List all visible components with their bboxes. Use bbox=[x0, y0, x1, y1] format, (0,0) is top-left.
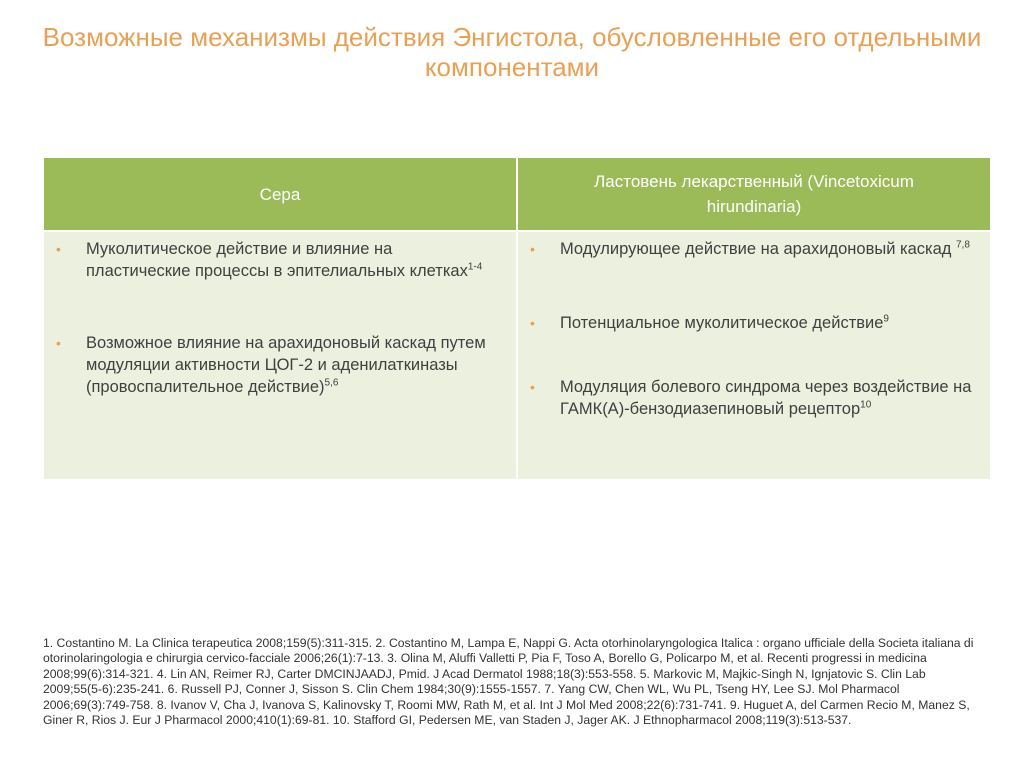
list-item bbox=[44, 238, 516, 308]
list-item bbox=[518, 312, 990, 338]
list-item bbox=[518, 238, 990, 288]
bullet-icon: • bbox=[56, 241, 61, 257]
cell-sulfur-effects bbox=[44, 232, 516, 479]
item-reference: 7,8 bbox=[955, 239, 970, 251]
bullet-icon: • bbox=[530, 379, 535, 395]
slide-title: Возможные механизмы действия Энгистола, обусловленные его отдельными компонентами bbox=[42, 22, 982, 82]
column-divider bbox=[516, 158, 518, 479]
list-item bbox=[518, 376, 990, 446]
item-text: Возможное влияние на арахидоновый каскад путем модуляции активности ЦОГ-2 и аденилаткиназы (провоспалительное действие) bbox=[86, 334, 486, 396]
bullet-icon: • bbox=[530, 315, 535, 331]
list-item bbox=[44, 332, 516, 422]
item-text: Потенциальное муколитическое действие bbox=[560, 314, 884, 332]
comparison-table bbox=[43, 157, 991, 480]
item-text: Модулирующее действие на арахидоновый каскад bbox=[560, 240, 956, 258]
bullet-icon: • bbox=[56, 335, 61, 351]
references-footnote: 1. Costantino M. La Clinica terapeutica 2008;159(5):311-315. 2. Costantino M, Lampa E, Nappi G. Acta otorhinolaryngologica Italica : organo ufficiale della Societa italiana di otorinolaringologia e chirurgia cervico-facciale 2006;26(1):7-13. 3. Olina M, Aluffi Valletti P, Pia F, Toso A, Borello G, Policarpo M, et al. Recenti progressi in medicina 2008;99(6):314-321. 4. Lin AN, Reimer RJ, Carter DMCINJAADJ, Pmid. J Acad Dermatol 1988;18(3):553-558. 5. Markovic M, Majkic-Singh N, Ignjatovic S. Clin Lab 2009;55(5-6):235-241. 6. Russell PJ, Conner J, Sisson S. Clin Chem 1984;30(9):1555-1557. 7. Yang CW, Chen WL, Wu PL, Tseng HY, Lee SJ. Mol Pharmacol 2006;69(3):749-758. 8. Ivanov V, Cha J, Ivanova S, Kalinovsky T, Roomi MW, Rath M, et al. Int J Mol Med 2008;22(6):731-741. 9. Huguet A, del Carmen Recio M, Manez S, Giner R, Rios J. Eur J Pharmacol 2000;410(1):69-81. 10. Stafford GI, Pedersen ME, van Staden J, Jager AK. J Ethnopharmacol 2008;119(3):513-537. bbox=[43, 636, 974, 728]
item-reference: 1-4 bbox=[467, 261, 483, 273]
header-sulfur: Сера bbox=[259, 184, 301, 204]
cell-vincetoxicum-effects bbox=[518, 232, 990, 479]
item-reference: 5,6 bbox=[324, 377, 339, 389]
item-text: Муколитическое действие и влияние на пластические процессы в эпителиальных клетках bbox=[86, 240, 468, 280]
header-vincetoxicum: Ластовень лекарственный (Vincetoxicum hirundinaria) bbox=[594, 172, 914, 216]
bullet-icon: • bbox=[530, 241, 535, 257]
item-text: Модуляция болевого синдрома через воздействие на ГАМК(А)-бензодиазепиновый рецептор bbox=[560, 378, 972, 418]
item-reference: 10 bbox=[860, 399, 872, 411]
item-reference: 9 bbox=[883, 313, 889, 325]
